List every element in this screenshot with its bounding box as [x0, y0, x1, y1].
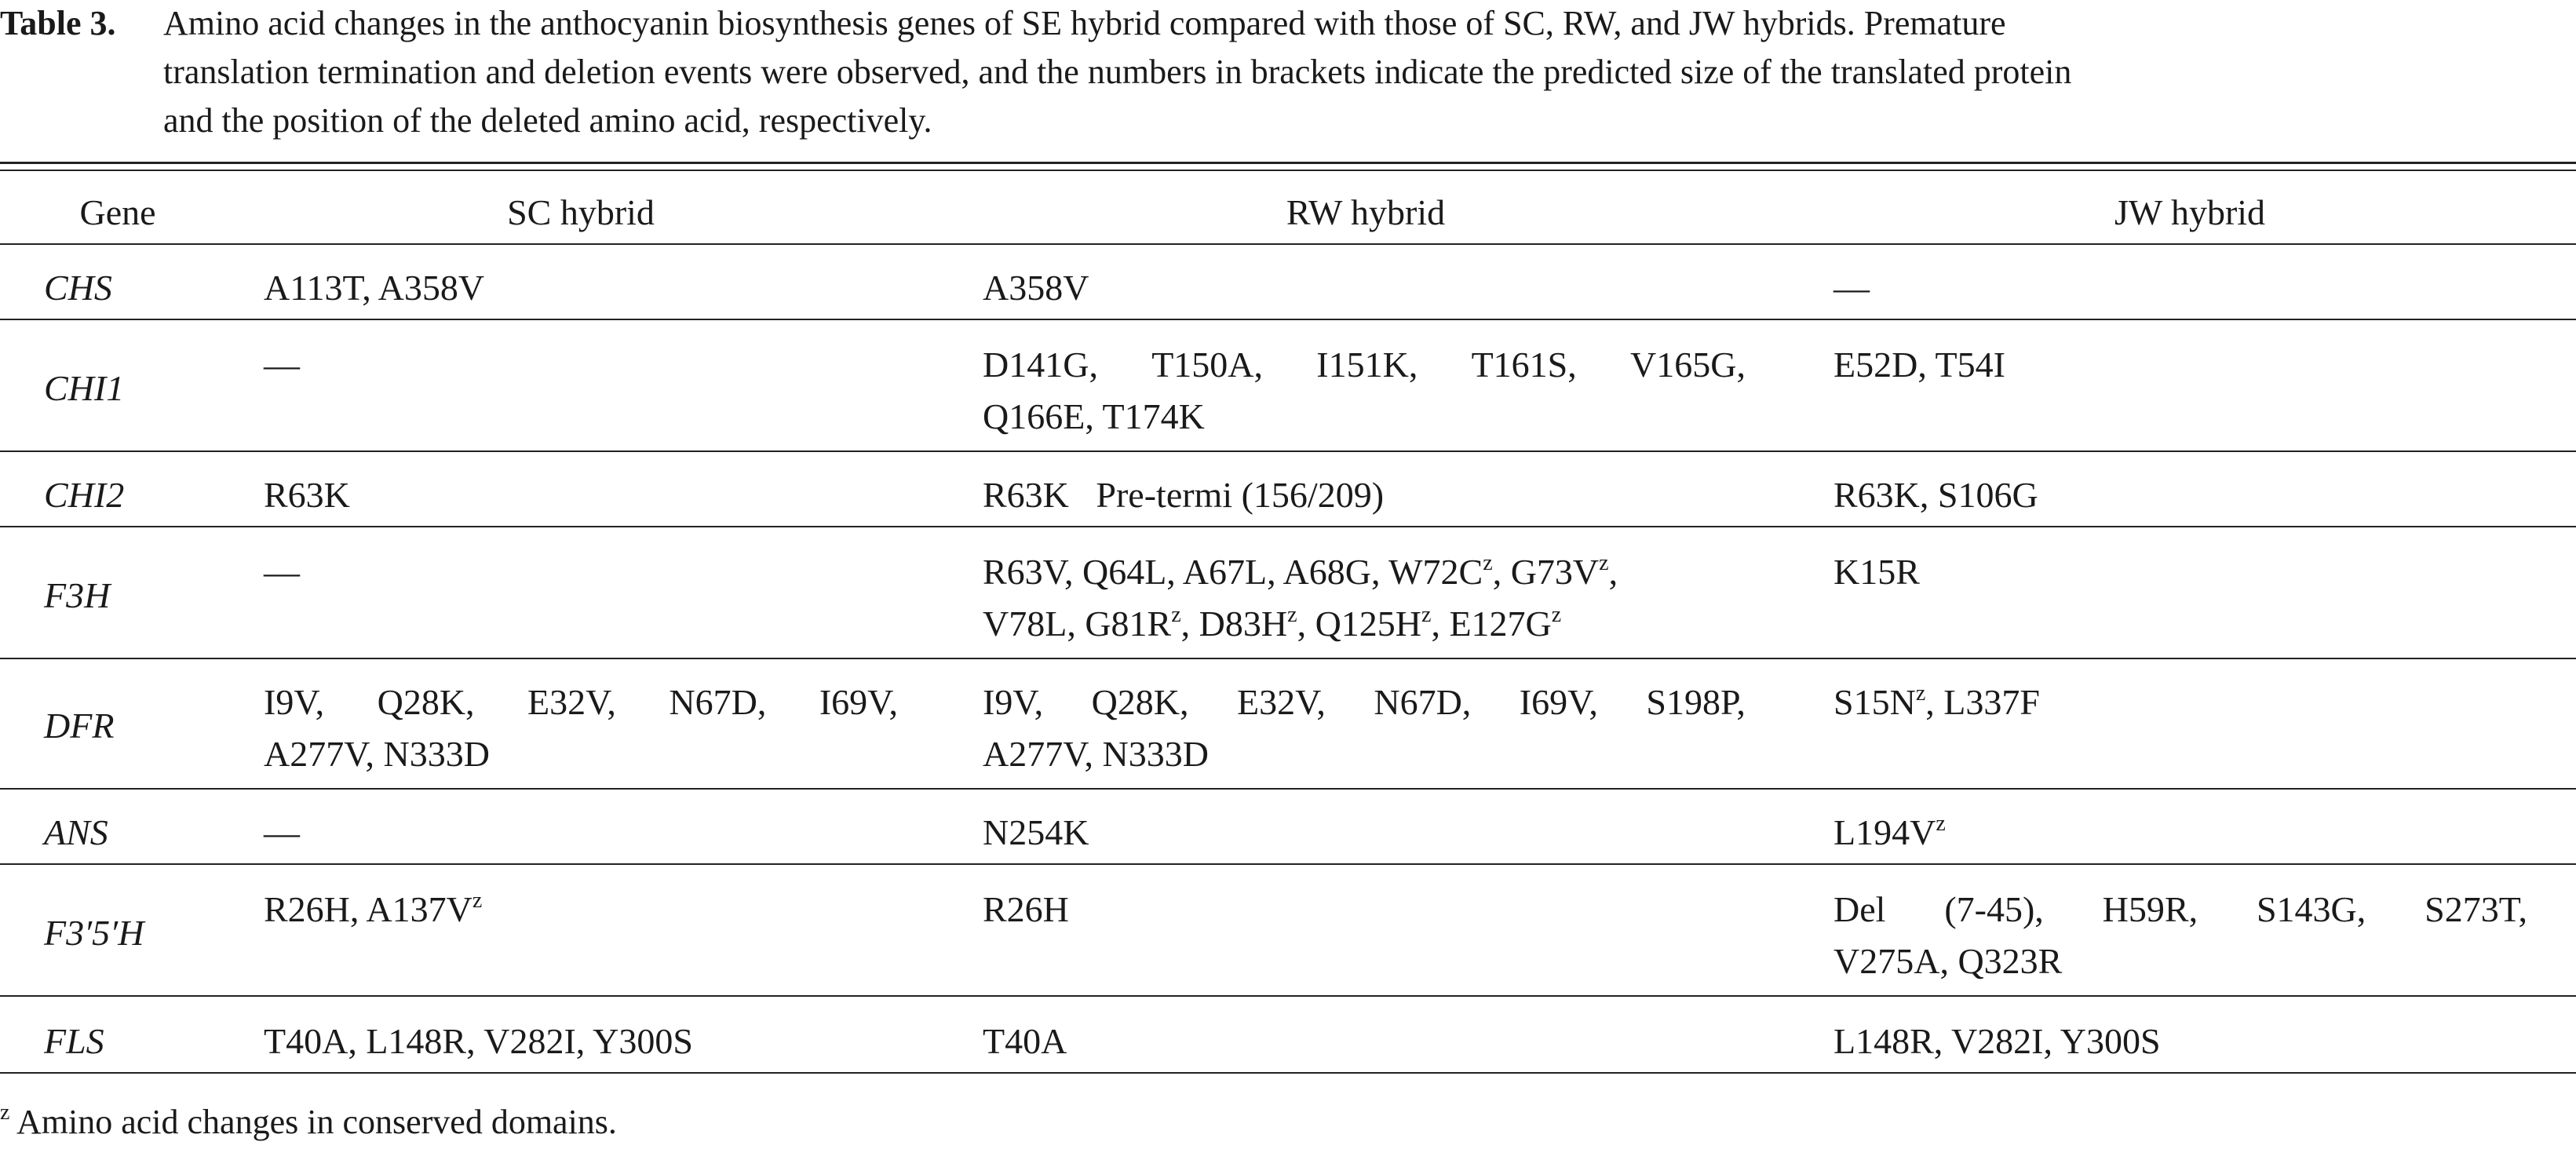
sc-cell: —: [264, 552, 300, 592]
caption-line-3: and the position of the deleted amino acid, respectively.: [163, 101, 932, 140]
row-rule: [0, 788, 2576, 790]
rw-token: V165G,: [1630, 345, 1746, 385]
sc-text: R26H, A137V: [264, 889, 473, 929]
table-label: Table 3.: [0, 4, 116, 42]
rw-cell-line-2: A277V, N333D: [983, 734, 1209, 774]
rw-text: R63V, Q64L, A67L, A68G, W72C: [983, 552, 1483, 592]
jw-text: S15N: [1833, 682, 1916, 722]
jw-text: L194V: [1833, 812, 1936, 852]
sc-token: Q28K,: [377, 682, 475, 722]
sc-token: I69V,: [819, 682, 898, 722]
sc-token: N67D,: [669, 682, 767, 722]
rw-token: N67D,: [1374, 682, 1472, 722]
caption-line-2: translation termination and deletion events were observed, and the numbers in brackets indicate the predicted size of the translated protein: [163, 53, 2072, 91]
rw-token: E32V,: [1237, 682, 1326, 722]
conserved-domain-mark: z: [1171, 603, 1181, 627]
gene-fls: FLS: [44, 1021, 104, 1061]
jw-cell-line-1: [1833, 884, 2527, 936]
jw-cell: K15R: [1833, 552, 1920, 592]
conserved-domain-mark: z: [472, 888, 483, 913]
sc-cell: T40A, L148R, V282I, Y300S: [264, 1021, 693, 1061]
jw-token: (7-45),: [1944, 889, 2044, 929]
gene-chi1: CHI1: [44, 368, 125, 408]
rw-cell-line-2: Q166E, T174K: [983, 396, 1205, 436]
conserved-domain-mark: z: [1936, 812, 1946, 836]
jw-token: S273T,: [2425, 889, 2527, 929]
sc-token: E32V,: [527, 682, 616, 722]
jw-cell: L148R, V282I, Y300S: [1833, 1021, 2161, 1061]
sc-cell-line-2: A277V, N333D: [264, 734, 490, 774]
header-jw-hybrid: JW hybrid: [2114, 192, 2266, 232]
sc-cell-line-1: [264, 677, 898, 728]
rw-token: I151K,: [1316, 345, 1418, 385]
rw-token: T150A,: [1151, 345, 1264, 385]
rw-cell: R63K Pre-termi (156/209): [983, 475, 1385, 515]
rw-token: D141G,: [983, 345, 1098, 385]
rw-text: ,: [1608, 552, 1618, 592]
header-sc-hybrid: SC hybrid: [507, 192, 655, 232]
rw-text: , G73V: [1492, 552, 1600, 592]
conserved-domain-mark: z: [1483, 551, 1493, 575]
footnote-mark: z: [0, 1100, 10, 1125]
rw-cell: R26H: [983, 889, 1069, 929]
gene-chi2: CHI2: [44, 475, 125, 515]
jw-cell: [1833, 807, 1946, 859]
jw-cell: [1833, 677, 2040, 728]
sc-cell: [264, 884, 482, 936]
row-rule: [0, 450, 2576, 452]
rw-cell-line-1: [983, 677, 1746, 728]
row-rule: [0, 319, 2576, 320]
footnote-text: Amino acid changes in conserved domains.: [9, 1103, 617, 1141]
table-top-rule-outer: [0, 162, 2576, 164]
rw-text: , D83H: [1180, 604, 1288, 644]
sc-token: I9V,: [264, 682, 325, 722]
row-rule: [0, 863, 2576, 865]
gene-f3h: F3H: [44, 575, 111, 615]
rw-cell: N254K: [983, 812, 1089, 852]
conserved-domain-mark: z: [1421, 603, 1432, 627]
jw-cell-line-2: V275A, Q323R: [1833, 941, 2063, 981]
jw-token: H59R,: [2102, 889, 2198, 929]
jw-cell: R63K, S106G: [1833, 475, 2038, 515]
rw-token: I9V,: [983, 682, 1044, 722]
rw-token: Q28K,: [1091, 682, 1189, 722]
jw-cell: E52D, T54I: [1833, 345, 2005, 385]
jw-token: S143G,: [2256, 889, 2366, 929]
header-rule: [0, 243, 2576, 245]
conserved-domain-mark: z: [1915, 681, 1926, 706]
rw-text: V78L, G81R: [983, 604, 1172, 644]
row-rule: [0, 526, 2576, 527]
caption-line-1: Amino acid changes in the anthocyanin biosynthesis genes of SE hybrid compared with those of SC, RW, and JW hybrids. Premature: [163, 4, 2006, 42]
gene-chs: CHS: [44, 268, 112, 308]
jw-cell: —: [1833, 268, 1870, 308]
rw-cell: A358V: [983, 268, 1089, 308]
rw-token: I69V,: [1519, 682, 1598, 722]
sc-cell: —: [264, 345, 300, 385]
table-top-rule-inner: [0, 170, 2576, 171]
gene-dfr: DFR: [44, 706, 115, 746]
row-rule: [0, 995, 2576, 997]
sc-cell: R63K: [264, 475, 350, 515]
header-rw-hybrid: RW hybrid: [1286, 192, 1446, 232]
sc-cell: —: [264, 812, 300, 852]
rw-cell-line-2: [983, 598, 1561, 650]
rw-token: T161S,: [1471, 345, 1577, 385]
conserved-domain-mark: z: [1599, 551, 1609, 575]
row-rule: [0, 658, 2576, 659]
gene-ans: ANS: [44, 812, 108, 852]
table-footnote: [0, 1099, 617, 1146]
gene-f3-5-h: F3′5′H: [44, 913, 144, 953]
rw-token: S198P,: [1646, 682, 1746, 722]
conserved-domain-mark: z: [1287, 603, 1297, 627]
header-gene: Gene: [79, 192, 156, 232]
rw-cell-line-1: [983, 339, 1746, 391]
rw-cell: T40A: [983, 1021, 1067, 1061]
rw-cell-line-1: [983, 546, 1618, 598]
rw-text: , Q125H: [1297, 604, 1422, 644]
table-bottom-rule: [0, 1072, 2576, 1074]
jw-token: Del: [1833, 889, 1886, 929]
sc-cell: A113T, A358V: [264, 268, 485, 308]
conserved-domain-mark: z: [1551, 603, 1562, 627]
jw-text: , L337F: [1925, 682, 2040, 722]
rw-text: , E127G: [1431, 604, 1552, 644]
